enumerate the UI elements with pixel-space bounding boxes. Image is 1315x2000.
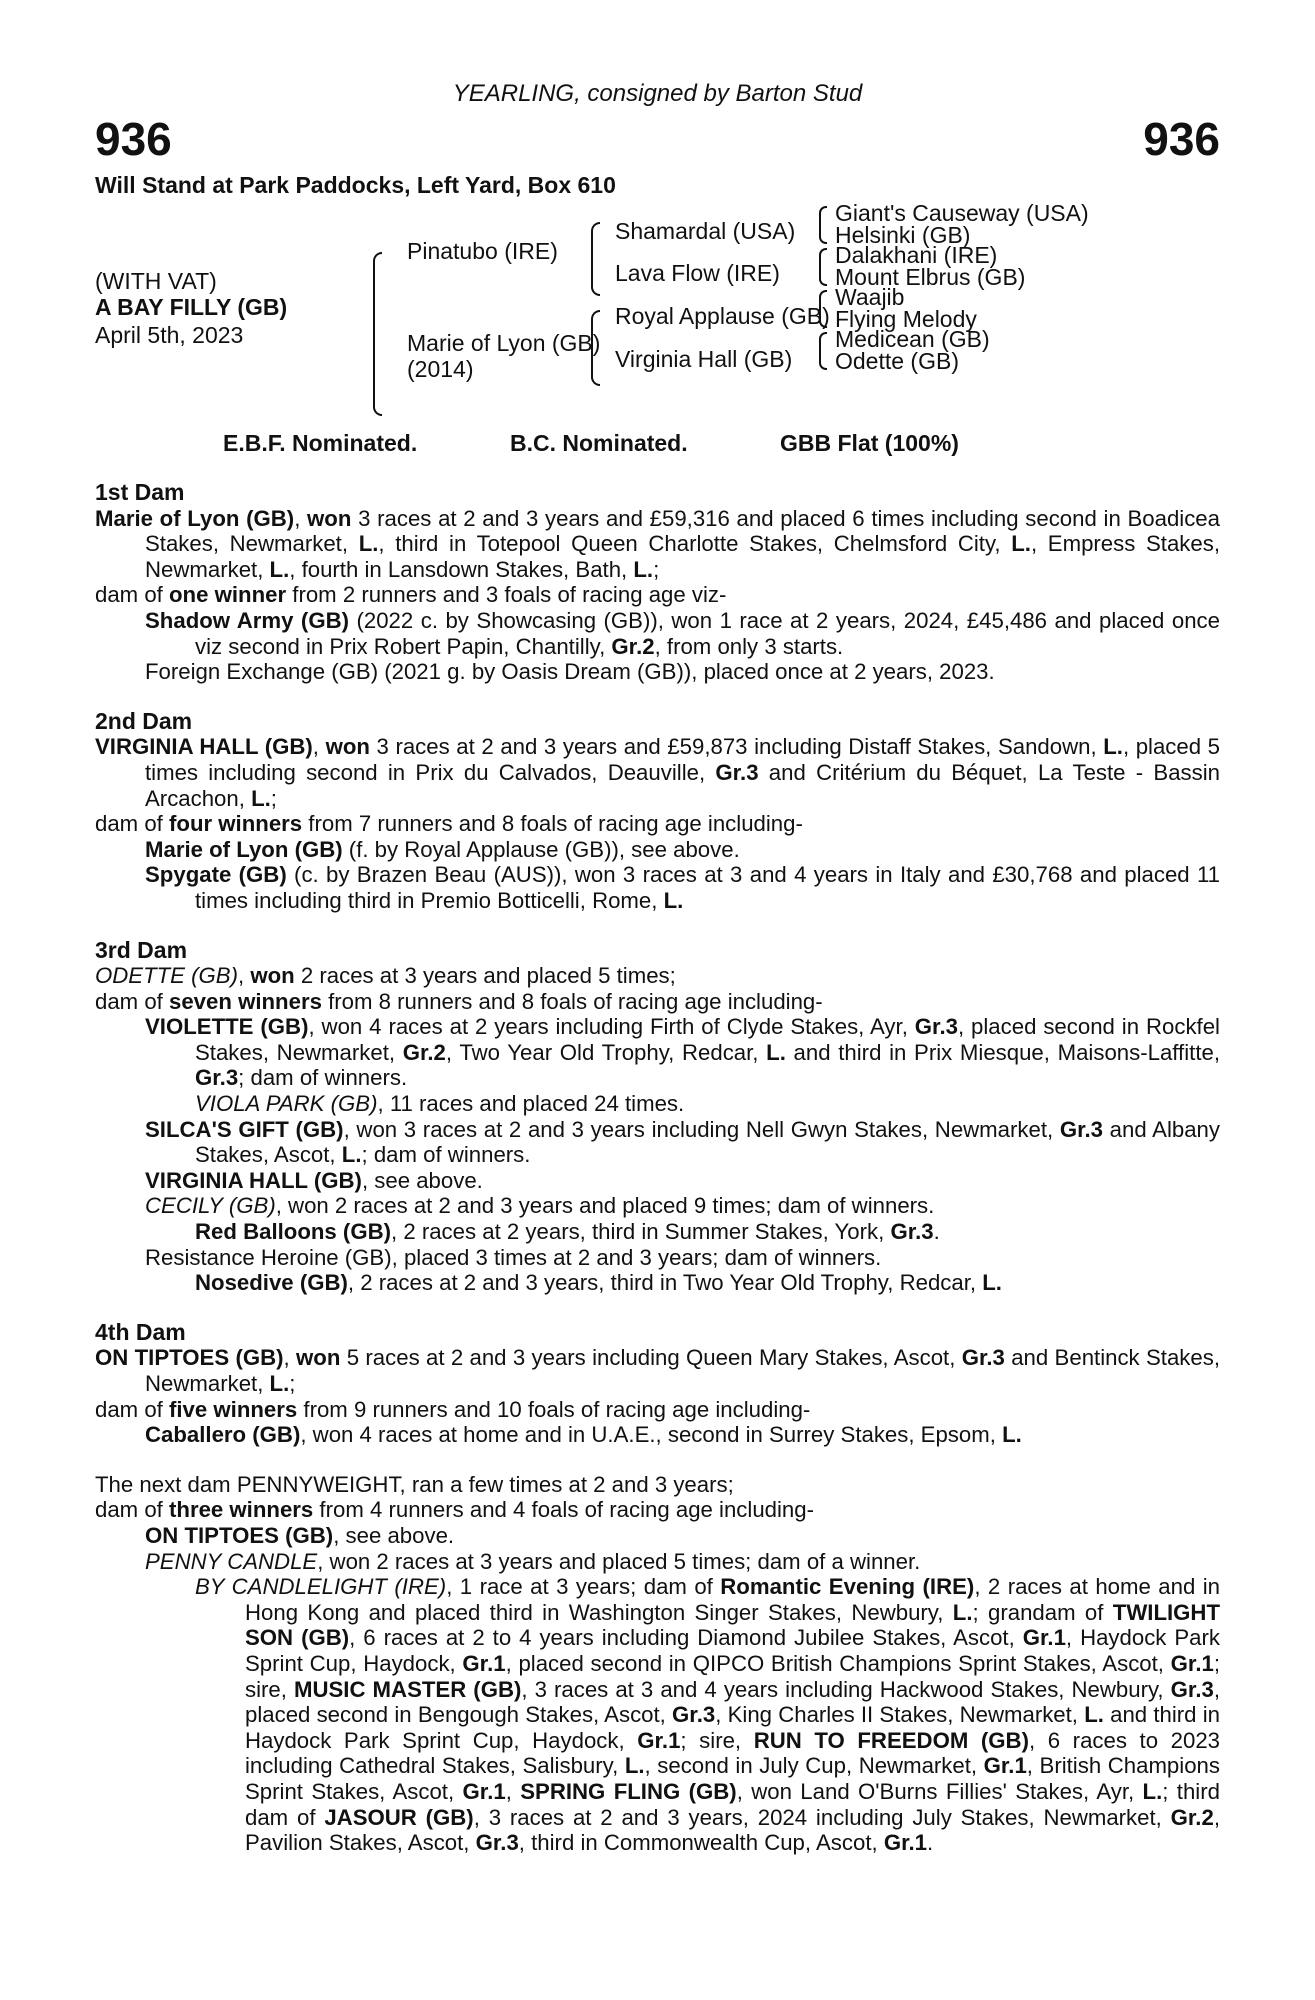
third-dam-granddaughter-viola: VIOLA PARK (GB), 11 races and placed 24 times. <box>195 1091 685 1117</box>
sire-dam: Lava Flow (IRE) <box>615 260 780 286</box>
third-dam-heading: 3rd Dam <box>95 936 188 963</box>
next-dam-record: The next dam PENNYWEIGHT, ran a few times at 2 and 3 years; <box>95 1471 734 1497</box>
ped-dds: Medicean (GB) <box>835 326 990 352</box>
dam-sire: Royal Applause (GB) <box>615 303 830 329</box>
bc-nominated: B.C. Nominated. <box>510 430 688 456</box>
second-dam-foal-1: Marie of Lyon (GB) (f. by Royal Applause (GB)), see above. <box>145 836 740 862</box>
fourth-dam-record: ON TIPTOES (GB), won 5 races at 2 and 3 years including Queen Mary Stakes, Ascot, Gr.3 and Bentinck Stakes, Newmarket, L.; <box>95 1345 1220 1396</box>
third-dam-foal-silca: SILCA'S GIFT (GB), won 3 races at 2 and 3 years including Nell Gwyn Stakes, Newmarket, Gr.3 and Albany Stakes, Ascot, L.; dam of winners. <box>145 1116 1220 1168</box>
lot-number-right: 936 <box>1143 113 1220 165</box>
pedigree-table <box>95 200 1220 430</box>
third-dam-granddaughter-red-balloons: Red Balloons (GB), 2 races at 2 years, third in Summer Stakes, York, Gr.3. <box>195 1219 940 1245</box>
ped-dss: Waajib <box>835 284 905 310</box>
ped-sds: Dalakhani (IRE) <box>835 242 998 268</box>
brace-2 <box>819 248 827 286</box>
first-dam-record: Marie of Lyon (GB), won 3 races at 2 and 3 years and £59,316 and placed 6 times including second in Boadicea Stakes, Newmarket, L., third in Totepool Queen Charlotte Stakes, Chelmsford City, L., Empress Stakes, Newmarket, L., fourth in Lansdown Stakes, Bath, L.; <box>95 505 1220 582</box>
third-dam-foal-virginia: VIRGINIA HALL (GB), see above. <box>145 1167 483 1193</box>
brace-4 <box>819 332 827 370</box>
next-dam-produce: dam of three winners from 4 runners and 4 foals of racing age including- <box>95 1497 815 1523</box>
second-dam-heading: 2nd Dam <box>95 707 193 734</box>
third-dam-foal-cecily: CECILY (GB), won 2 races at 2 and 3 years and placed 9 times; dam of winners. <box>145 1193 935 1219</box>
second-dam-record: VIRGINIA HALL (GB), won 3 races at 2 and 3 years and £59,873 including Distaff Stakes, Sandown, L., placed 5 times including second in Prix du Calvados, Deauville, Gr.3 and Critérium du Béquet, La Teste - Bassin Arcachon, L.; <box>95 734 1221 811</box>
produce-record <box>95 480 1220 1856</box>
first-dam-foal-1: Shadow Army (GB) (2022 c. by Showcasing (GB)), won 1 race at 2 years, 2024, £45,486 and placed once viz second in Prix Robert Papin, Chantilly, Gr.2, from only 3 starts. <box>145 607 1220 659</box>
consignor-line: YEARLING, consigned by Barton Stud <box>452 80 863 107</box>
stand-location: Will Stand at Park Paddocks, Left Yard, Box 610 <box>95 172 616 198</box>
ped-sss: Giant's Causeway (USA) <box>835 200 1089 226</box>
fourth-dam-foal-caballero: Caballero (GB), won 4 races at home and in U.A.E., second in Surrey Stakes, Epsom, L. <box>145 1422 1022 1448</box>
dam-year: (2014) <box>407 356 474 382</box>
brace-sire <box>591 222 600 296</box>
brace-dam <box>591 310 600 386</box>
third-dam-foal-resistance: Resistance Heroine (GB), placed 3 times at 2 and 3 years; dam of winners. <box>145 1244 882 1270</box>
third-dam-record: ODETTE (GB), won 2 races at 3 years and placed 5 times; <box>95 963 676 989</box>
second-dam-produce: dam of four winners from 7 runners and 8 foals of racing age including- <box>95 811 803 837</box>
third-dam-granddaughter-nosedive: Nosedive (GB), 2 races at 2 and 3 years, third in Two Year Old Trophy, Redcar, L. <box>195 1270 1002 1296</box>
third-dam-foal-violette: VIOLETTE (GB), won 4 races at 2 years including Firth of Clyde Stakes, Ayr, Gr.3, placed second in Rockfel Stakes, Newmarket, Gr.2, Two Year Old Trophy, Redcar, L. and third in Prix Miesque, Maisons-Laffitte, Gr.3; dam of winners. <box>145 1014 1220 1091</box>
first-dam-foal-2: Foreign Exchange (GB) (2021 g. by Oasis Dream (GB)), placed once at 2 years, 2023. <box>145 659 995 685</box>
foaled-date: April 5th, 2023 <box>95 322 244 348</box>
second-dam-foal-2: Spygate (GB) (c. by Brazen Beau (AUS)), won 3 races at 3 and 4 years in Italy and £30,768 and placed 11 times including third in Premio Botticelli, Rome, L. <box>145 862 1220 913</box>
sire-sire: Shamardal (USA) <box>615 218 796 244</box>
next-dam-foal-penny-candle: PENNY CANDLE, won 2 races at 3 years and placed 5 times; dam of a winner. <box>145 1548 921 1574</box>
dam-dam: Virginia Hall (GB) <box>615 346 793 372</box>
ped-sdd: Mount Elbrus (GB) <box>835 264 1026 290</box>
next-dam-granddaughter-by-candlelight: BY CANDLELIGHT (IRE), 1 race at 3 years; dam of Romantic Evening (IRE), 2 races at home and in Hong Kong and placed third in Washington Singer Stakes, Newbury, L.; grandam of TWILIGHT SON (GB), 6 races at 2 to 4 years including Diamond Jubilee Stakes, Ascot, Gr.1, Haydock Park Sprint Cup, Haydock, Gr.1, placed second in QIPCO British Champions Sprint Stakes, Ascot, Gr.1; sire, MUSIC MASTER (GB), 3 races at 3 and 4 years including Hackwood Stakes, Newbury, Gr.3, placed second in Bengough Stakes, Ascot, Gr.3, King Charles II Stakes, Newmarket, L. and third in Haydock Park Sprint Cup, Haydock, Gr.1; sire, RUN TO FREEDOM (GB), 6 races to 2023 including Cathedral Stakes, Salisbury, L., second in July Cup, Newmarket, Gr.1, British Champions Sprint Stakes, Ascot, Gr.1, SPRING FLING (GB), won Land O'Burns Fillies' Stakes, Ayr, L.; third dam of JASOUR (GB), 3 races at 2 and 3 years, 2024 including July Stakes, Newmarket, Gr.2, Pavilion Stakes, Ascot, Gr.3, third in Commonwealth Cup, Ascot, Gr.1. <box>195 1574 1221 1856</box>
dam-name: Marie of Lyon (GB) <box>407 330 601 356</box>
brace-main <box>373 252 382 416</box>
fourth-dam-produce: dam of five winners from 9 runners and 10 foals of racing age including- <box>95 1396 811 1422</box>
brace-1 <box>819 206 827 244</box>
brace-3 <box>819 290 827 328</box>
third-dam-produce: dam of seven winners from 8 runners and 8 foals of racing age including- <box>95 988 823 1014</box>
vat-note: (WITH VAT) <box>95 268 217 294</box>
next-dam-foal-on-tiptoes: ON TIPTOES (GB), see above. <box>145 1522 455 1548</box>
first-dam-heading: 1st Dam <box>95 479 185 505</box>
sire-name: Pinatubo (IRE) <box>407 238 558 264</box>
lot-number-left: 936 <box>95 113 172 165</box>
ebf-nominated: E.B.F. Nominated. <box>223 430 418 456</box>
horse-name: A BAY FILLY (GB) <box>95 294 288 320</box>
ped-ssd: Helsinki (GB) <box>835 222 971 248</box>
gbb-flat: GBB Flat (100%) <box>780 430 959 456</box>
first-dam-produce: dam of one winner from 2 runners and 3 foals of racing age viz- <box>95 582 727 608</box>
fourth-dam-heading: 4th Dam <box>95 1318 186 1345</box>
ped-dsd: Flying Melody <box>835 306 977 332</box>
ped-ddd: Odette (GB) <box>835 348 959 374</box>
